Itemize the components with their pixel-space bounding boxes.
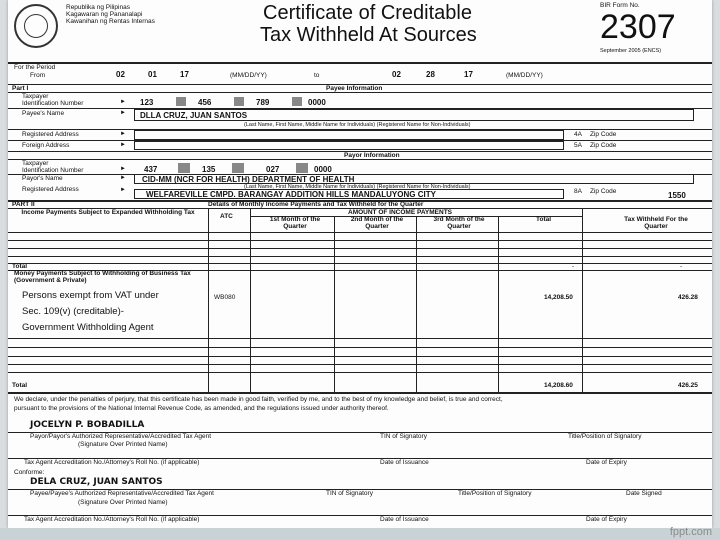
payee-name-hint: (Last Name, First Name, Middle Name for Individuals) (Registered Name for Non-Individuals) — [244, 122, 471, 128]
period-to-dd: 28 — [426, 70, 435, 79]
part-2-label: PART II — [12, 201, 35, 208]
grand-total-label: Total — [12, 382, 28, 389]
period-to-mm: 02 — [392, 70, 401, 79]
col-tax-withheld: Tax Withheld For the Quarter — [624, 216, 688, 230]
zip-5a-label: 5A — [574, 142, 582, 149]
payee-name: DLLA CRUZ, JUAN SANTOS — [140, 111, 248, 120]
payor-tin-label-1: Taxpayer — [22, 160, 49, 167]
payee-accreditation-label: Tax Agent Accreditation No./Attorney's Roll No. (if applicable) — [24, 516, 200, 523]
col-total: Total — [536, 216, 552, 223]
period-from-label: From — [30, 72, 46, 79]
watermark-text: fppt.com — [669, 526, 712, 538]
slide-footer-bar — [0, 528, 720, 540]
payor-tin-3: 027 — [266, 165, 280, 174]
part-1-label: Part I — [12, 85, 29, 92]
payor-title-signatory: Title/Position of Signatory — [568, 433, 642, 440]
payor-name-hint: (Last Name, First Name, Middle Name for Individuals) (Registered Name for Non-Individuals) — [244, 184, 471, 190]
bir-form-2307: Republika ng Pilipinas Kagawaran ng Pananalapi Kawanihan ng Rentas Internas Certificate of Creditable Tax Withheld At Sources BIR Form No. 2307 September 2005 (ENCS) For the Period From 02 01 17 (MM/DD/YY) to 02 28 17 (MM/DD/YY) Part I Payee Information Taxpayer Identification Number ► 123 456 789 0000 Payee's Name ► DLLA CRUZ, JUAN SANTOS (Last Name, First Name, Middle Name for Individuals) (Registered Name for Non-Individuals) Registered Address ► 4A Zip Code Foreign Address ► 5A Zip Code Payor Information Taxpayer Identification Number ► 437 135 027 0000 Payor's Name ► CID-MM (NCR FOR HEALTH) DEPARTMENT OF HEALTH (Last Name, First Name, Middle Name for Individuals) (Registered Name for Non-Individuals) Registered Address ► WELFAREVILLE CMPD. BARANGAY ADDITION HILLS MANDALUYONG CITY 8A Zip Code 1550 PART II Details of Monthly Income Payments and Tax Withheld for the Quarter Income Payments Subject to Expanded Withholding Tax ATC AMOUNT OF INCOME PAYMENTS 1st Month of the Quarter 2nd Month of the Quarter 3rd Month of the Quarter Total Tax Withheld For the Quarter Total - - Money Payments Subject to Withholding of Business Tax (Government & Private) Persons exempt from VAT under Sec. 109(v) (creditable)- Government Withholding Agent WB080 14,208.50 426.28 Total 14,208.60 426.25 We declare, under the penalties of perjury, that this certificate has been made in good faith, verified by me, and to the best of my knowledge and belief, is true and correct, pursuant to the provisions of the National Internal Revenue Code, as amended, and the regulations issued under authority thereof. JOCELYN P. BOBADILLA Payor/Payor's Authorized Representative/Accredited Tax Agent (Signature Over Printed Name) TIN of Signatory Title/Position of Signatory Tax Agent Accreditation No./Attorney's Roll No. (if applicable) Date of Issuance Date of Expiry Conforme: DELA CRUZ, JUAN SANTOS Payee/Payee's Authorized Representative/Accredited Tax Agent (Signature Over Printed Name) TIN of Signatory Title/Position of Signatory Date Signed Tax Agent Accreditation No./Attorney's Roll No. (if applicable) Date of Issuance Date of Expiry — [8, 0, 712, 528]
payor-signatory-name: JOCELYN P. BOBADILLA — [30, 420, 145, 430]
payor-address-label: Registered Address — [22, 186, 79, 193]
agency-line-3: Kawanihan ng Rentas Internas — [66, 18, 155, 25]
payee-information-title: Payee Information — [326, 85, 383, 92]
payor-date-issuance: Date of Issuance — [380, 459, 429, 466]
col-month-2: 2nd Month of the Quarter — [350, 216, 404, 230]
subtotal-dash-total: - — [572, 263, 575, 270]
col-atc: ATC — [220, 213, 233, 220]
conforme-label: Conforme: — [14, 469, 45, 476]
zip-8a-label: 8A — [574, 188, 582, 195]
agency-line-2: Kagawaran ng Pananalapi — [66, 11, 143, 18]
col-month-1: 1st Month of the Quarter — [269, 216, 321, 230]
payor-accreditation-label: Tax Agent Accreditation No./Attorney's Roll No. (if applicable) — [24, 459, 200, 466]
declaration-line-2: pursuant to the provisions of the National Internal Revenue Code, as amended, and the regulations issued under authority thereof. — [14, 405, 389, 412]
payor-tin-label-2: Identification Number — [22, 167, 84, 174]
payor-tin-signatory: TIN of Signatory — [380, 433, 427, 440]
subtotal-label: Total — [12, 263, 28, 270]
row-total-amount: 14,208.50 — [544, 294, 573, 301]
period-format-1: (MM/DD/YY) — [230, 72, 267, 79]
period-format-2: (MM/DD/YY) — [506, 72, 543, 79]
payor-tin-4: 0000 — [314, 165, 332, 174]
payor-tin-2: 135 — [202, 165, 216, 174]
zip-code-label-5a: Zip Code — [590, 142, 617, 149]
handwritten-note-2: Sec. 109(v) (creditable)- — [22, 306, 124, 317]
period-from-mm: 02 — [116, 70, 125, 79]
col-month-3: 3rd Month of the Quarter — [433, 216, 485, 230]
payee-address-label: Registered Address — [22, 131, 79, 138]
grand-total-tax: 426.25 — [678, 382, 698, 389]
grand-total-amount: 14,208.60 — [544, 382, 573, 389]
period-label: For the Period — [14, 64, 56, 71]
tin-label-2: Identification Number — [22, 100, 84, 107]
payor-date-expiry: Date of Expiry — [586, 459, 627, 466]
form-number: 2307 — [600, 8, 676, 46]
period-to-yy: 17 — [464, 70, 473, 79]
form-title-line-2: Tax Withheld At Sources — [260, 24, 477, 46]
payor-information-title: Payor Information — [344, 152, 400, 159]
period-to-label: to — [314, 72, 320, 79]
handwritten-note-1: Persons exempt from VAT under — [22, 290, 159, 301]
payee-tin-3: 789 — [256, 98, 270, 107]
payee-tin-signatory: TIN of Signatory — [326, 490, 373, 497]
payee-signatory-label: Payee/Payee's Authorized Representative/Accredited Tax Agent — [30, 490, 214, 497]
declaration-line-1: We declare, under the penalties of perjury, that this certificate has been made in good faith, verified by me, and to the best of my knowledge and belief, is true and correct, — [14, 396, 503, 403]
zip-code-label-8a: Zip Code — [590, 188, 617, 195]
payor-tin-1: 437 — [144, 165, 158, 174]
form-title-line-1: Certificate of Creditable — [263, 2, 472, 24]
money-payments-header: Money Payments Subject to Withholding of Business Tax (Government & Private) — [14, 270, 191, 284]
payee-tin-1: 123 — [140, 98, 154, 107]
handwritten-note-3: Government Withholding Agent — [22, 322, 154, 333]
agency-line-1: Republika ng Pilipinas — [66, 4, 130, 11]
zip-code-label-4a: Zip Code — [590, 131, 617, 138]
atc-code: WB080 — [214, 294, 236, 301]
bir-seal-icon — [14, 4, 58, 48]
payee-date-signed: Date Signed — [626, 490, 662, 497]
amount-header: AMOUNT OF INCOME PAYMENTS — [348, 209, 453, 216]
payor-name-label: Payor's Name — [22, 175, 63, 182]
payor-address: WELFAREVILLE CMPD. BARANGAY ADDITION HILLS MANDALUYONG CITY — [146, 190, 436, 199]
payor-signatory-label: Payor/Payor's Authorized Representative/Accredited Tax Agent — [30, 433, 212, 440]
col-income-payments: Income Payments Subject to Expanded Withholding Tax — [21, 209, 195, 216]
zip-4a-label: 4A — [574, 131, 582, 138]
tin-label-1: Taxpayer — [22, 93, 49, 100]
payee-signature-sub: (Signature Over Printed Name) — [78, 499, 168, 506]
form-number-label: BIR Form No. — [600, 2, 640, 9]
row-tax-withheld: 426.28 — [678, 294, 698, 301]
period-from-yy: 17 — [180, 70, 189, 79]
payor-name: CID-MM (NCR FOR HEALTH) DEPARTMENT OF HEALTH — [142, 175, 355, 184]
form-revision-date: September 2005 (ENCS) — [600, 48, 662, 54]
subtotal-dash-tax: - — [680, 263, 683, 270]
period-from-dd: 01 — [148, 70, 157, 79]
payee-tin-4: 0000 — [308, 98, 326, 107]
payee-name-label: Payee's Name — [22, 110, 65, 117]
payor-signature-sub: (Signature Over Printed Name) — [78, 441, 168, 448]
payee-tin-2: 456 — [198, 98, 212, 107]
part-2-title: Details of Monthly Income Payments and Tax Withheld for the Quarter — [208, 201, 424, 208]
foreign-address-label: Foreign Address — [22, 142, 70, 149]
payee-date-issuance: Date of Issuance — [380, 516, 429, 523]
payee-date-expiry: Date of Expiry — [586, 516, 627, 523]
payor-zip-code: 1550 — [668, 191, 686, 200]
payee-title-signatory: Title/Position of Signatory — [458, 490, 532, 497]
payee-signatory-name: DELA CRUZ, JUAN SANTOS — [30, 477, 163, 487]
